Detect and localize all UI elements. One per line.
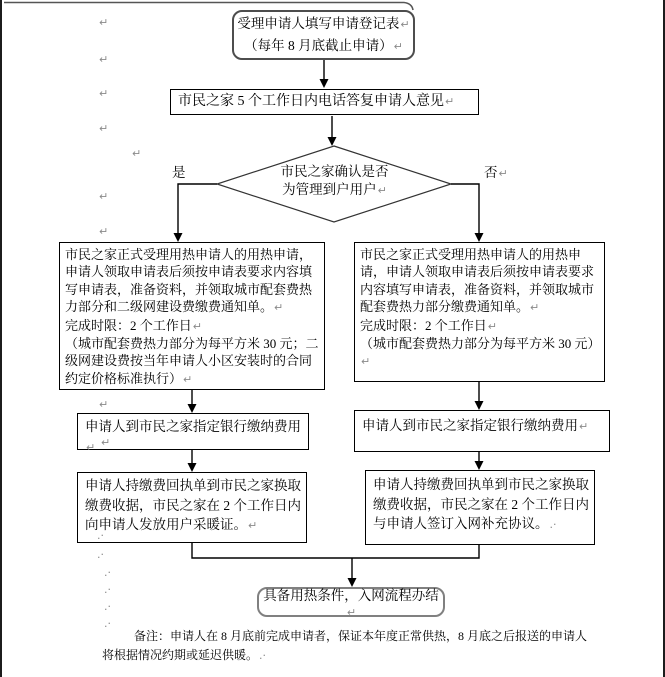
note-line1: 备注：申请人在 8 月底前完成申请者，保证本年度正常供热，8 月底之后报送的申请人	[134, 629, 588, 643]
paragraph-mark: ↵	[346, 606, 357, 619]
connector-yes	[178, 184, 217, 234]
paragraph-mark: ↵	[192, 319, 202, 333]
paragraph-mark: ↵	[377, 184, 387, 197]
paragraph-mark: ↵	[487, 319, 497, 333]
no-label: 否↵	[484, 165, 508, 180]
paragraph-mark: ↵	[400, 18, 410, 31]
paragraph-mark: ↵	[579, 420, 589, 433]
note-text	[102, 627, 642, 665]
paragraph-mark: ↵	[274, 301, 284, 315]
arrowhead	[188, 463, 197, 472]
end-mark: .·	[97, 548, 104, 561]
paragraph-mark: ↵	[445, 95, 455, 108]
merge-connector	[192, 543, 479, 558]
arrowhead	[475, 401, 484, 410]
paragraph-mark: ↵	[99, 225, 109, 238]
paragraph-mark: ↵	[99, 122, 109, 135]
arrowhead	[188, 404, 197, 413]
arrowhead	[174, 233, 183, 242]
end-mark: .·	[104, 566, 111, 579]
paragraph-mark: ↵	[530, 301, 540, 315]
paragraph-mark: ↵	[86, 440, 96, 454]
paragraph-mark: ↵	[99, 190, 109, 203]
top-border-segment	[4, 3, 413, 11]
arrowhead	[475, 233, 484, 242]
paragraph-mark: ↵	[99, 53, 109, 66]
finish-box: 具备用热条件，入网流程办结↵	[257, 587, 445, 617]
end-mark: .·	[104, 600, 111, 613]
note-line2: 将根据情况约期或延迟供暖。.·	[102, 647, 267, 662]
paragraph-mark: ↵	[393, 40, 403, 53]
end-mark: .·	[97, 529, 104, 542]
pay-box-left: 申请人到市民之家指定银行缴纳费用↵	[77, 413, 309, 450]
connector-no	[451, 184, 479, 234]
start-box-line2: （每年 8 月底截止申请）↵	[244, 38, 403, 53]
end-mark: .·	[104, 617, 111, 630]
accept-box-right: 市民之家正式受理用热申请人的用热申请，申请人领取申请表后须按申请表要求内容填写申请表，准备资料，并领取城市配套费热力部分缴费通知单。↵ 完成时限：2 个工作日↵ （城市配套费热力部分为每平方米 30 元）↵	[354, 242, 605, 382]
paragraph-mark: ↵	[101, 436, 111, 449]
start-box-line1: 受理申请人填写申请登记表↵	[237, 16, 410, 31]
receipt-box-left: 申请人持缴费回执单到市民之家换取缴费收据，市民之家在 2 个工作日内向申请人发放用户采暖证。↵	[77, 472, 307, 543]
arrowhead	[328, 137, 337, 146]
pay-box-right: 申请人到市民之家指定银行缴纳费用↵	[354, 410, 610, 452]
decision-diamond-text: 市民之家确认是否 为管理到户用户↵	[280, 164, 389, 197]
receipt-box-right: 申请人持缴费回执单到市民之家换取缴费收据，市民之家在 2 个工作日内与申请人签订入网补充协议。.·	[365, 470, 595, 545]
paragraph-mark: ↵	[132, 147, 142, 160]
start-box	[232, 10, 415, 60]
arrowhead	[475, 461, 484, 470]
arrowhead	[320, 79, 329, 88]
paragraph-mark: ↵	[99, 398, 109, 411]
paragraph-mark: ↵	[248, 519, 258, 532]
reply-box: 市民之家 5 个工作日内电话答复申请人意见↵	[170, 89, 479, 115]
paragraph-mark: ↵	[361, 355, 371, 369]
end-mark: .·	[104, 583, 111, 596]
yes-label: 是	[172, 165, 186, 180]
accept-box-left: 市民之家正式受理用热申请人的用热申请，申请人领取申请表后须按申请表要求内容填写申请表，准备资料，并领取城市配套费热力部分和二级网建设费缴费通知单。↵ 完成时限：2 个工作日↵ （城市配套费热力部分为每平方米 30 元；二级网建设费按当年申请人小区安装时的合同约定价格标准执行）↵	[59, 242, 325, 390]
end-mark: .·	[259, 648, 267, 662]
paragraph-mark: ↵	[99, 87, 109, 100]
end-mark: .·	[549, 518, 557, 531]
paragraph-mark: ↵	[183, 372, 193, 386]
paragraph-mark: ↵	[99, 16, 109, 29]
paragraph-mark: ↵	[498, 167, 508, 180]
